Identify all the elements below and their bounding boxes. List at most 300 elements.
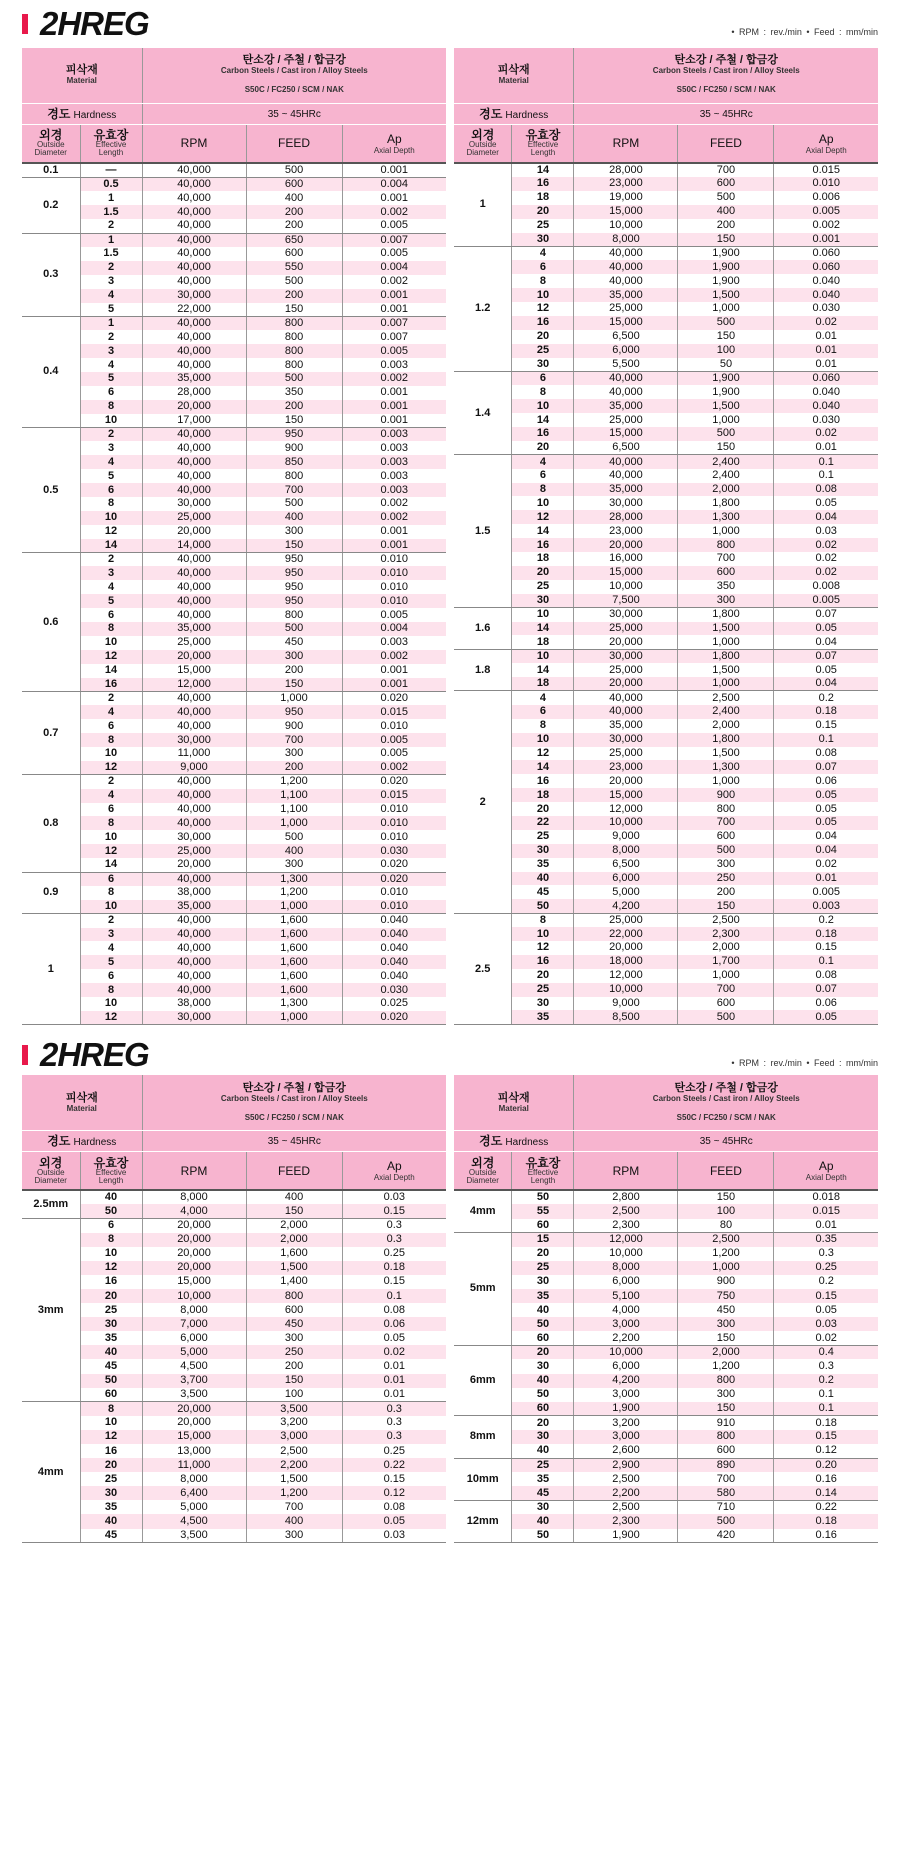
table-row — [22, 1331, 446, 1345]
table-row — [454, 1529, 878, 1543]
feed-cell: 150 — [678, 1331, 774, 1345]
ap-cell: 0.1 — [774, 955, 878, 969]
rpm-cell: 40,000 — [142, 691, 246, 705]
effective-length-cell: 6 — [80, 969, 142, 983]
ap-cell: 0.001 — [342, 163, 446, 178]
table-row — [22, 983, 446, 997]
table-row — [454, 385, 878, 399]
rpm-cell: 40,000 — [142, 455, 246, 469]
effective-length-cell: 14 — [512, 524, 574, 538]
effective-length-cell: 8 — [80, 1402, 142, 1416]
hardness-value — [142, 1130, 446, 1151]
table-row — [22, 1204, 446, 1218]
rpm-cell: 12,000 — [574, 969, 678, 983]
table-row — [454, 191, 878, 205]
table-row — [454, 663, 878, 677]
table-row — [22, 830, 446, 844]
effective-length-cell: 18 — [512, 788, 574, 802]
feed-cell: 1,200 — [246, 886, 342, 900]
feed-cell: 1,100 — [246, 789, 342, 803]
feed-cell: 1,500 — [246, 1261, 342, 1275]
rpm-cell: 40,000 — [574, 246, 678, 260]
effective-length-cell: 35 — [512, 1472, 574, 1486]
ap-cell: 0.18 — [774, 1514, 878, 1528]
rpm-cell: 4,500 — [142, 1514, 246, 1528]
rpm-cell: 10,000 — [574, 1247, 678, 1261]
ap-cell: 0.20 — [774, 1458, 878, 1472]
feed-cell: 500 — [678, 1514, 774, 1528]
rpm-cell: 40,000 — [574, 705, 678, 719]
len-label-en-2: Length — [98, 1175, 124, 1185]
ap-cell: 0.015 — [342, 789, 446, 803]
ap-cell: 0.025 — [342, 997, 446, 1011]
feed-cell: 80 — [678, 1219, 774, 1233]
effective-length-cell: 10 — [512, 399, 574, 413]
ap-cell: 0.030 — [774, 302, 878, 316]
rpm-cell: 20,000 — [142, 1219, 246, 1233]
effective-length-cell: 18 — [512, 635, 574, 649]
rpm-cell: 40,000 — [142, 163, 246, 178]
outside-diameter-cell: 2.5 — [454, 913, 512, 1025]
ap-cell: 0.040 — [342, 969, 446, 983]
feed-cell: 2,000 — [246, 1233, 342, 1247]
rpm-cell: 20,000 — [574, 774, 678, 788]
ap-cell: 0.02 — [774, 858, 878, 872]
ap-cell: 0.005 — [342, 247, 446, 261]
effective-length-cell: 8 — [512, 385, 574, 399]
effective-length-cell: 4 — [80, 289, 142, 303]
rpm-cell: 10,000 — [574, 983, 678, 997]
effective-length-cell: 50 — [512, 1317, 574, 1331]
table-row — [22, 247, 446, 261]
rpm-cell: 15,000 — [142, 1275, 246, 1289]
rpm-cell: 6,400 — [142, 1486, 246, 1500]
effective-length-cell: 40 — [512, 1514, 574, 1528]
table-row — [454, 413, 878, 427]
rpm-cell: 25,000 — [142, 511, 246, 525]
feed-cell: 550 — [246, 261, 342, 275]
ap-cell: 0.15 — [774, 941, 878, 955]
feed-cell: 1,000 — [678, 677, 774, 691]
table-row — [454, 816, 878, 830]
steel-grades: S50C / FC250 / SCM / NAK — [676, 1112, 776, 1122]
feed-cell: 2,400 — [678, 705, 774, 719]
effective-length-cell: 40 — [80, 1345, 142, 1359]
rpm-cell: 28,000 — [142, 386, 246, 400]
ap-cell: 0.003 — [342, 441, 446, 455]
feed-cell: 300 — [246, 1529, 342, 1543]
feed-cell: 500 — [246, 275, 342, 289]
effective-length-cell: 18 — [512, 677, 574, 691]
ap-cell: 0.04 — [774, 830, 878, 844]
rpm-cell: 40,000 — [574, 274, 678, 288]
hardness-label-ko: 경도 — [47, 1134, 71, 1149]
len-label-en-2: Length — [98, 148, 124, 158]
effective-length-cell: 25 — [512, 344, 574, 358]
len-label-ko: 유효장 — [93, 128, 129, 143]
table-row — [454, 1317, 878, 1331]
table-row — [22, 178, 446, 192]
table-row — [454, 233, 878, 247]
ap-label: Ap — [386, 1159, 402, 1174]
ap-cell: 0.01 — [774, 344, 878, 358]
table-row — [22, 844, 446, 858]
ap-cell: 0.040 — [342, 928, 446, 942]
ap-cell: 0.005 — [342, 608, 446, 622]
feed-cell: 1,200 — [678, 1247, 774, 1261]
feed-cell: 1,300 — [246, 997, 342, 1011]
effective-length-cell: 6 — [512, 260, 574, 274]
ap-cell: 0.15 — [342, 1472, 446, 1486]
effective-length-cell: 6 — [80, 608, 142, 622]
feed-cell: 450 — [678, 1303, 774, 1317]
feed-cell: 500 — [678, 316, 774, 330]
table-row — [454, 496, 878, 510]
ap-cell: 0.018 — [774, 1190, 878, 1204]
outside-diameter-cell: 0.3 — [22, 233, 80, 316]
feed-cell: 150 — [678, 233, 774, 247]
len-label-ko: 유효장 — [525, 128, 561, 143]
rpm-cell: 6,000 — [574, 344, 678, 358]
feed-cell: 1,300 — [246, 872, 342, 886]
table-row — [22, 525, 446, 539]
ap-cell: 0.08 — [774, 483, 878, 497]
rpm-cell: 5,000 — [574, 885, 678, 899]
table-row — [454, 1190, 878, 1204]
feed-cell: 1,000 — [678, 413, 774, 427]
ap-cell: 0.010 — [342, 594, 446, 608]
ap-cell: 0.007 — [342, 233, 446, 247]
rpm-cell: 28,000 — [574, 510, 678, 524]
rpm-cell: 40,000 — [142, 969, 246, 983]
table-row — [22, 816, 446, 830]
outside-diameter-cell: 1.6 — [454, 608, 512, 650]
effective-length-cell: 12 — [512, 941, 574, 955]
ap-cell: 0.020 — [342, 1011, 446, 1025]
feed-cell: 700 — [678, 816, 774, 830]
rpm-cell: 10,000 — [574, 1345, 678, 1359]
rpm-cell: 30,000 — [574, 733, 678, 747]
table-row — [454, 635, 878, 649]
table-row — [454, 344, 878, 358]
ap-cell: 0.040 — [774, 274, 878, 288]
feed-cell: 1,300 — [678, 760, 774, 774]
feed-cell: 1,000 — [246, 900, 342, 914]
effective-length-cell: 40 — [512, 1374, 574, 1388]
feed-cell: 700 — [246, 483, 342, 497]
feed-cell: 200 — [246, 1359, 342, 1373]
table-row — [22, 1388, 446, 1402]
effective-length-cell: 50 — [512, 1388, 574, 1402]
ap-cell: 0.003 — [342, 358, 446, 372]
material-header — [454, 1075, 574, 1130]
effective-length-cell: 5 — [80, 594, 142, 608]
table-row — [454, 483, 878, 497]
feed-cell: 2,000 — [678, 719, 774, 733]
rpm-cell: 35,000 — [142, 900, 246, 914]
feed-cell: 950 — [246, 594, 342, 608]
ap-cell: 0.08 — [342, 1500, 446, 1514]
table-row — [454, 1275, 878, 1289]
ap-cell: 0.006 — [774, 191, 878, 205]
table-row — [22, 1486, 446, 1500]
rpm-cell: 5,100 — [574, 1289, 678, 1303]
feed-cell: 2,000 — [246, 1219, 342, 1233]
effective-length-cell: 16 — [512, 316, 574, 330]
rpm-cell: 40,000 — [142, 275, 246, 289]
table-row — [22, 1190, 446, 1204]
material-header — [22, 1075, 142, 1130]
table-row — [22, 705, 446, 719]
hardness-label-en: Hardness — [505, 1137, 549, 1149]
ap-cell: 0.005 — [342, 733, 446, 747]
effective-length-cell: 30 — [512, 1275, 574, 1289]
outside-diameter-cell: 4mm — [22, 1402, 80, 1543]
effective-length-cell: 4 — [80, 705, 142, 719]
outside-diameter-cell: 0.2 — [22, 178, 80, 234]
effective-length-cell: 25 — [512, 830, 574, 844]
table-row — [454, 358, 878, 372]
rpm-cell: 15,000 — [574, 427, 678, 441]
feed-cell: 600 — [246, 247, 342, 261]
feed-cell: 150 — [246, 678, 342, 692]
effective-length-cell: 12 — [512, 302, 574, 316]
effective-length-cell: 30 — [80, 1317, 142, 1331]
table-row — [22, 303, 446, 317]
effective-length-cell: 45 — [512, 1486, 574, 1500]
rpm-cell: 40,000 — [142, 775, 246, 789]
table-row — [454, 288, 878, 302]
table-row — [454, 927, 878, 941]
table-row — [22, 664, 446, 678]
rpm-cell: 38,000 — [142, 886, 246, 900]
rpm-label: RPM — [180, 136, 208, 151]
ap-cell: 0.040 — [342, 941, 446, 955]
rpm-cell: 20,000 — [142, 1416, 246, 1430]
rpm-cell: 22,000 — [574, 927, 678, 941]
table-row — [454, 760, 878, 774]
ap-cell: 0.01 — [774, 872, 878, 886]
rpm-cell: 20,000 — [574, 941, 678, 955]
rpm-cell: 8,000 — [574, 844, 678, 858]
rpm-cell: 40,000 — [142, 358, 246, 372]
ap-cell: 0.020 — [342, 691, 446, 705]
feed-cell: 1,500 — [678, 622, 774, 636]
table-row — [454, 1289, 878, 1303]
outside-diameter-cell: 6mm — [454, 1345, 512, 1415]
ap-cell: 0.005 — [774, 885, 878, 899]
effective-length-cell: 8 — [80, 497, 142, 511]
rpm-cell: 2,200 — [574, 1486, 678, 1500]
feed-cell: 1,700 — [678, 955, 774, 969]
rpm-cell: 18,000 — [574, 955, 678, 969]
units-note: • RPM : rev./min • Feed : mm/min — [731, 1058, 878, 1069]
ap-label: Ap — [818, 131, 834, 146]
effective-length-cell: 16 — [512, 177, 574, 191]
hardness-label-ko: 경도 — [479, 107, 503, 121]
feed-cell: 700 — [678, 1472, 774, 1486]
effective-length-cell: 20 — [80, 1289, 142, 1303]
ap-cell: 0.12 — [342, 1486, 446, 1500]
rpm-cell: 6,500 — [574, 330, 678, 344]
table-row — [22, 789, 446, 803]
tables-row — [0, 1075, 900, 1543]
table-row — [22, 1011, 446, 1025]
table-row — [454, 1247, 878, 1261]
feed-cell: 1,800 — [678, 649, 774, 663]
feed-cell: 150 — [678, 1190, 774, 1204]
feed-cell: 300 — [678, 594, 774, 608]
rpm-cell: 40,000 — [142, 553, 246, 567]
ap-cell: 0.35 — [774, 1233, 878, 1247]
ap-cell: 0.005 — [342, 747, 446, 761]
ap-cell: 0.002 — [342, 275, 446, 289]
ap-cell: 0.040 — [774, 385, 878, 399]
table-row — [22, 233, 446, 247]
rpm-cell: 40,000 — [142, 983, 246, 997]
table-row — [454, 1219, 878, 1233]
effective-length-cell: 20 — [512, 969, 574, 983]
table-row — [454, 524, 878, 538]
effective-length-cell: 8 — [80, 816, 142, 830]
feed-cell: 1,900 — [678, 246, 774, 260]
outside-diameter-cell: 1.5 — [454, 455, 512, 608]
effective-length-cell: 2 — [80, 691, 142, 705]
table-row — [22, 372, 446, 386]
table-row — [454, 1233, 878, 1247]
feed-cell: 1,900 — [678, 260, 774, 274]
feed-cell: 1,000 — [678, 774, 774, 788]
effective-length-cell: 35 — [80, 1331, 142, 1345]
table-row — [22, 566, 446, 580]
table-row — [454, 969, 878, 983]
feed-cell: 1,000 — [246, 1011, 342, 1025]
effective-length-cell: 6 — [80, 483, 142, 497]
rpm-cell: 20,000 — [142, 1247, 246, 1261]
rpm-cell: 35,000 — [574, 719, 678, 733]
feed-cell: 1,000 — [678, 1261, 774, 1275]
effective-length-cell: 15 — [512, 1233, 574, 1247]
table-row — [454, 1303, 878, 1317]
outside-diameter-cell: 2.5mm — [22, 1190, 80, 1218]
effective-length-cell: 14 — [80, 539, 142, 553]
ap-cell: 0.1 — [774, 1388, 878, 1402]
rpm-cell: 23,000 — [574, 524, 678, 538]
ap-cell: 0.02 — [774, 566, 878, 580]
ap-cell: 0.18 — [774, 1416, 878, 1430]
feed-cell: 150 — [678, 1402, 774, 1416]
feed-cell: 3,200 — [246, 1416, 342, 1430]
effective-length-cell: 1 — [80, 233, 142, 247]
ap-cell: 0.14 — [774, 1486, 878, 1500]
ap-cell: 0.010 — [342, 830, 446, 844]
ap-cell: 0.005 — [774, 205, 878, 219]
feed-cell: 2,500 — [678, 913, 774, 927]
ap-cell: 0.02 — [774, 538, 878, 552]
table-row — [22, 219, 446, 233]
outside-diameter-cell: 5mm — [454, 1233, 512, 1346]
effective-length-cell: 60 — [512, 1331, 574, 1345]
rpm-cell: 20,000 — [142, 525, 246, 539]
ap-cell: 0.002 — [342, 205, 446, 219]
feed-cell: 1,600 — [246, 941, 342, 955]
effective-length-cell: 14 — [512, 163, 574, 177]
effective-length-cell: 2 — [80, 428, 142, 442]
feed-cell: 2,200 — [246, 1458, 342, 1472]
rpm-cell: 2,300 — [574, 1219, 678, 1233]
table-row — [454, 580, 878, 594]
ap-cell: 0.05 — [774, 788, 878, 802]
ap-cell: 0.16 — [774, 1529, 878, 1543]
od-label-en-1: Outside — [468, 140, 497, 150]
ap-cell: 0.04 — [774, 844, 878, 858]
table-row — [454, 691, 878, 705]
ap-header — [342, 124, 446, 163]
od-label-en-2: Diameter — [466, 148, 499, 158]
feed-cell: 700 — [246, 1500, 342, 1514]
feed-cell: 500 — [246, 163, 342, 178]
len-label-en-1: Effective — [527, 1167, 559, 1177]
feed-cell: 2,000 — [678, 1345, 774, 1359]
feed-cell: 850 — [246, 455, 342, 469]
table-row — [454, 1458, 878, 1472]
feed-cell: 1,900 — [678, 371, 774, 385]
table-row — [454, 427, 878, 441]
ap-cell: 0.003 — [342, 636, 446, 650]
feed-cell: 950 — [246, 566, 342, 580]
steel-label-en: Carbon Steels / Cast iron / Alloy Steels — [652, 66, 800, 76]
table-row — [22, 455, 446, 469]
rpm-cell: 1,900 — [574, 1402, 678, 1416]
effective-length-cell: 18 — [512, 552, 574, 566]
outside-diameter-header — [22, 124, 80, 163]
rpm-cell: 25,000 — [574, 913, 678, 927]
outside-diameter-cell: 0.1 — [22, 163, 80, 178]
feed-cell: 300 — [246, 1331, 342, 1345]
table-row — [22, 1219, 446, 1233]
material-header — [22, 48, 142, 103]
od-label-en-1: Outside — [36, 1167, 65, 1177]
effective-length-cell: 30 — [512, 844, 574, 858]
effective-length-cell: 12 — [80, 1261, 142, 1275]
rpm-cell: 6,000 — [574, 1275, 678, 1289]
feed-cell: 400 — [246, 511, 342, 525]
table-row — [454, 885, 878, 899]
effective-length-cell: 14 — [512, 622, 574, 636]
rpm-cell: 10,000 — [574, 580, 678, 594]
feed-cell: 300 — [246, 650, 342, 664]
cutting-conditions-table — [22, 48, 446, 1025]
table-row — [22, 1233, 446, 1247]
ap-cell: 0.015 — [774, 1204, 878, 1218]
rpm-cell: 40,000 — [142, 803, 246, 817]
rpm-cell: 3,000 — [574, 1317, 678, 1331]
ap-cell: 0.06 — [774, 774, 878, 788]
hardness-value — [574, 1130, 878, 1151]
ap-cell: 0.05 — [774, 622, 878, 636]
material-label-en: Material — [498, 76, 529, 86]
ap-label-en: Axial Depth — [805, 145, 847, 155]
feed-cell: 950 — [246, 428, 342, 442]
rpm-cell: 20,000 — [142, 650, 246, 664]
ap-cell: 0.001 — [774, 233, 878, 247]
steel-header — [574, 48, 878, 103]
feed-cell: 800 — [246, 1289, 342, 1303]
feed-cell: 1,000 — [246, 816, 342, 830]
rpm-cell: 35,000 — [574, 399, 678, 413]
rpm-cell: 11,000 — [142, 747, 246, 761]
table-row — [22, 969, 446, 983]
